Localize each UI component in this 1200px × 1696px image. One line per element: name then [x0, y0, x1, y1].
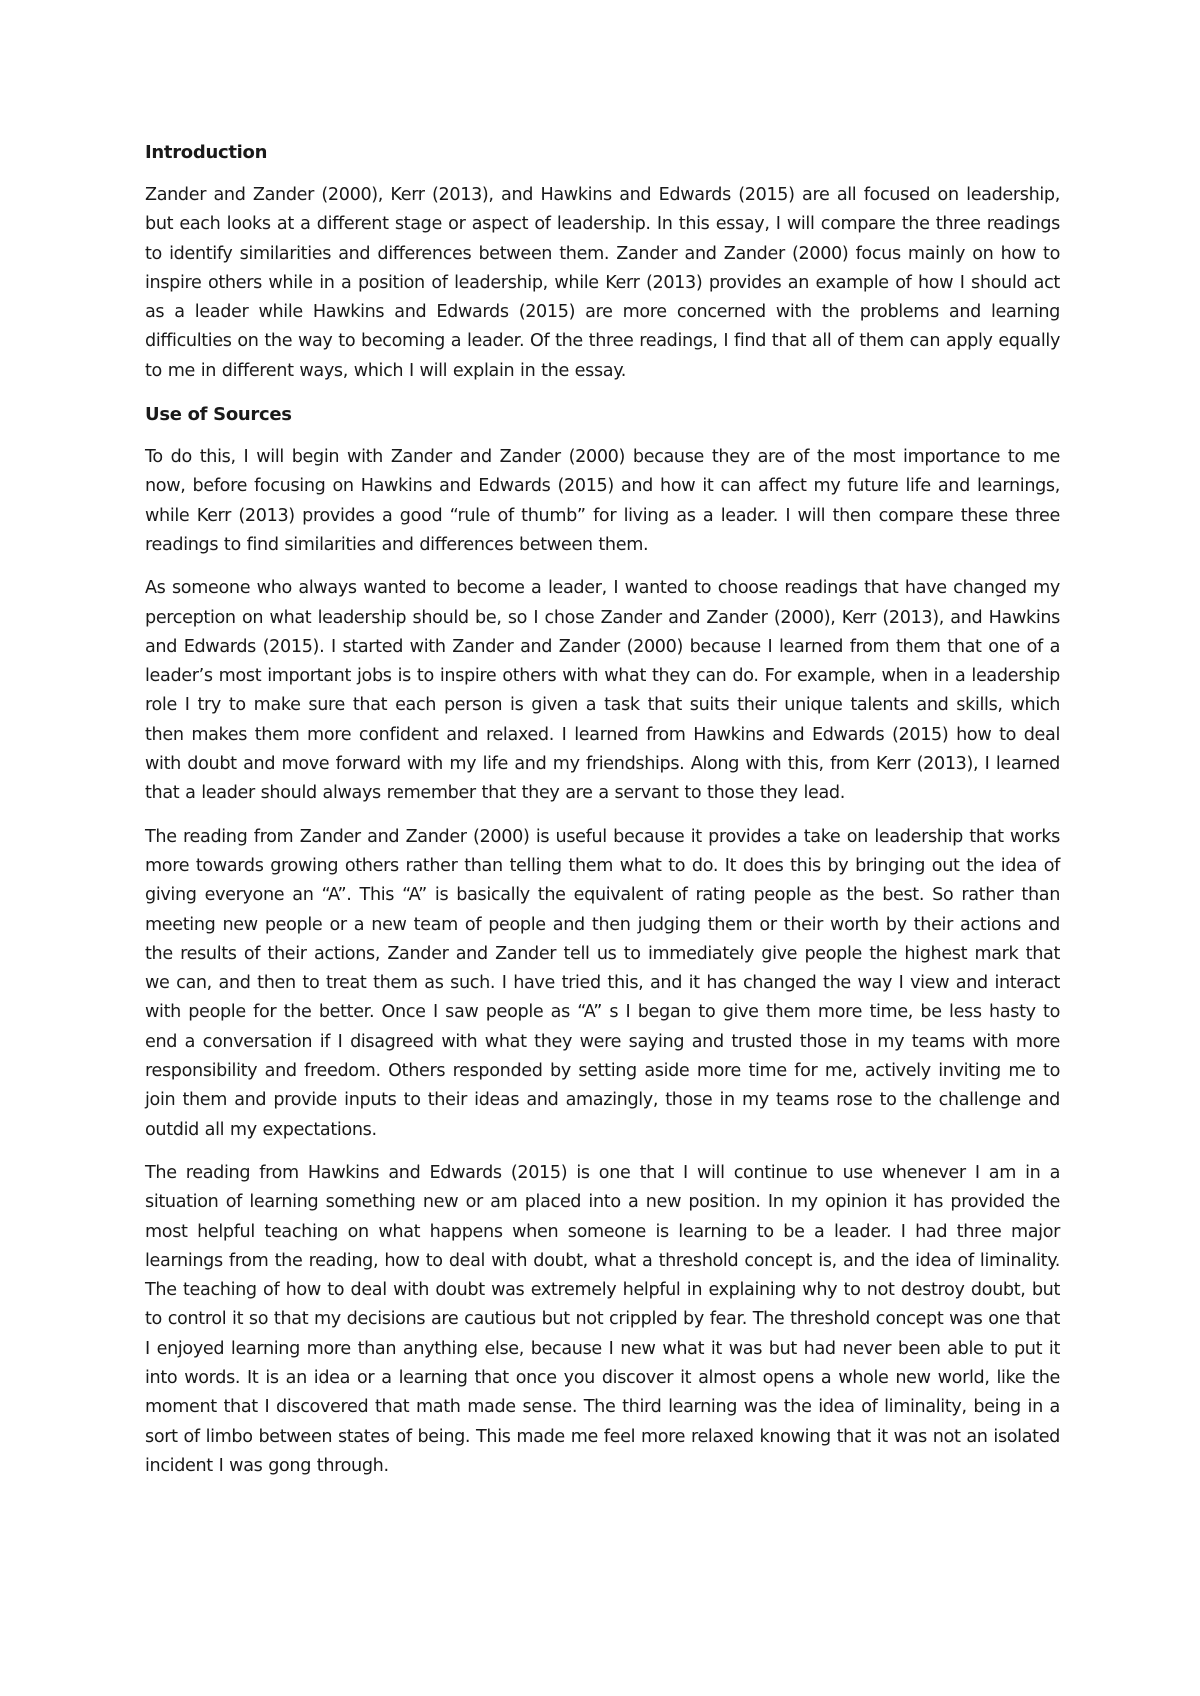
- section-heading: Introduction: [145, 142, 268, 163]
- paragraph: Zander and Zander (2000), Kerr (2013), and Hawkins and Edwards (2015) are all focused on leadership, but each looks at a different stage or aspect of leadership. In this essay, I will compare the three readings to identify similarities and differences between them. Zander and Zander (2000) focus mainly on how to inspire others while in a position of leadership, while Kerr (2013) provides an example of how I should act as a leader while Hawkins and Edwards (2015) are more concerned with the problems and learning difficulties on the way to becoming a leader. Of the three readings, I find that all of them can apply equally to me in different ways, which I will explain in the essay.: [145, 185, 1060, 381]
- section-heading: Use of Sources: [145, 404, 292, 426]
- paragraph: The reading from Hawkins and Edwards (2015) is one that I will continue to use whenever I am in a situation of learning something new or am placed into a new position. In my opinion it has provided the most helpful teaching on what happens when someone is learning to be a leader. I had three major learnings from the reading, how to deal with doubt, what a threshold concept is, and the idea of liminality. The teaching of how to deal with doubt was extremely helpful in explaining why to not destroy doubt, but to control it so that my decisions are cautious but not crippled by fear. The threshold concept was one that I enjoyed learning more than anything else, because I new what it was but had never been able to put it into words. It is an idea or a learning that once you discover it almost opens a whole new world, like the moment that I discovered that math made sense. The third learning was the idea of liminality, being in a sort of limbo between states of being. This made me feel more relaxed knowing that it was not an isolated incident I was gong through.: [145, 1162, 1060, 1476]
- section-use-of-sources: [145, 400, 1060, 1481]
- paragraph: To do this, I will begin with Zander and Zander (2000) because they are of the most importance to me now, before focusing on Hawkins and Edwards (2015) and how it can affect my future life and learnings, while Kerr (2013) provides a good “rule of thumb” for living as a leader. I will then compare these three readings to find similarities and differences between them.: [145, 447, 1060, 555]
- document-page: [145, 138, 1060, 1495]
- section-introduction: [145, 138, 1060, 386]
- paragraph: The reading from Zander and Zander (2000) is useful because it provides a take on leadership that works more towards growing others rather than telling them what to do. It does this by bringing out the idea of giving everyone an “A”. This “A” is basically the equivalent of rating people as the best. So rather than meeting new people or a new team of people and then judging them or their worth by their actions and the results of their actions, Zander and Zander tell us to immediately give people the highest mark that we can, and then to treat them as such. I have tried this, and it has changed the way I view and interact with people for the better. Once I saw people as “A” s I began to give them more time, be less hasty to end a conversation if I disagreed with what they were saying and trusted those in my teams with more responsibility and freedom. Others responded by setting aside more time for me, actively inviting me to join them and provide inputs to their ideas and amazingly, those in my teams rose to the challenge and outdid all my expectations.: [145, 826, 1060, 1140]
- paragraph: As someone who always wanted to become a leader, I wanted to choose readings that have changed my perception on what leadership should be, so I chose Zander and Zander (2000), Kerr (2013), and Hawkins and Edwards (2015). I started with Zander and Zander (2000) because I learned from them that one of a leader’s most important jobs is to inspire others with what they can do. For example, when in a leadership role I try to make sure that each person is given a task that suits their unique talents and skills, which then makes them more confident and relaxed. I learned from Hawkins and Edwards (2015) how to deal with doubt and move forward with my life and my friendships. Along with this, from Kerr (2013), I learned that a leader should always remember that they are a servant to those they lead.: [145, 578, 1060, 804]
